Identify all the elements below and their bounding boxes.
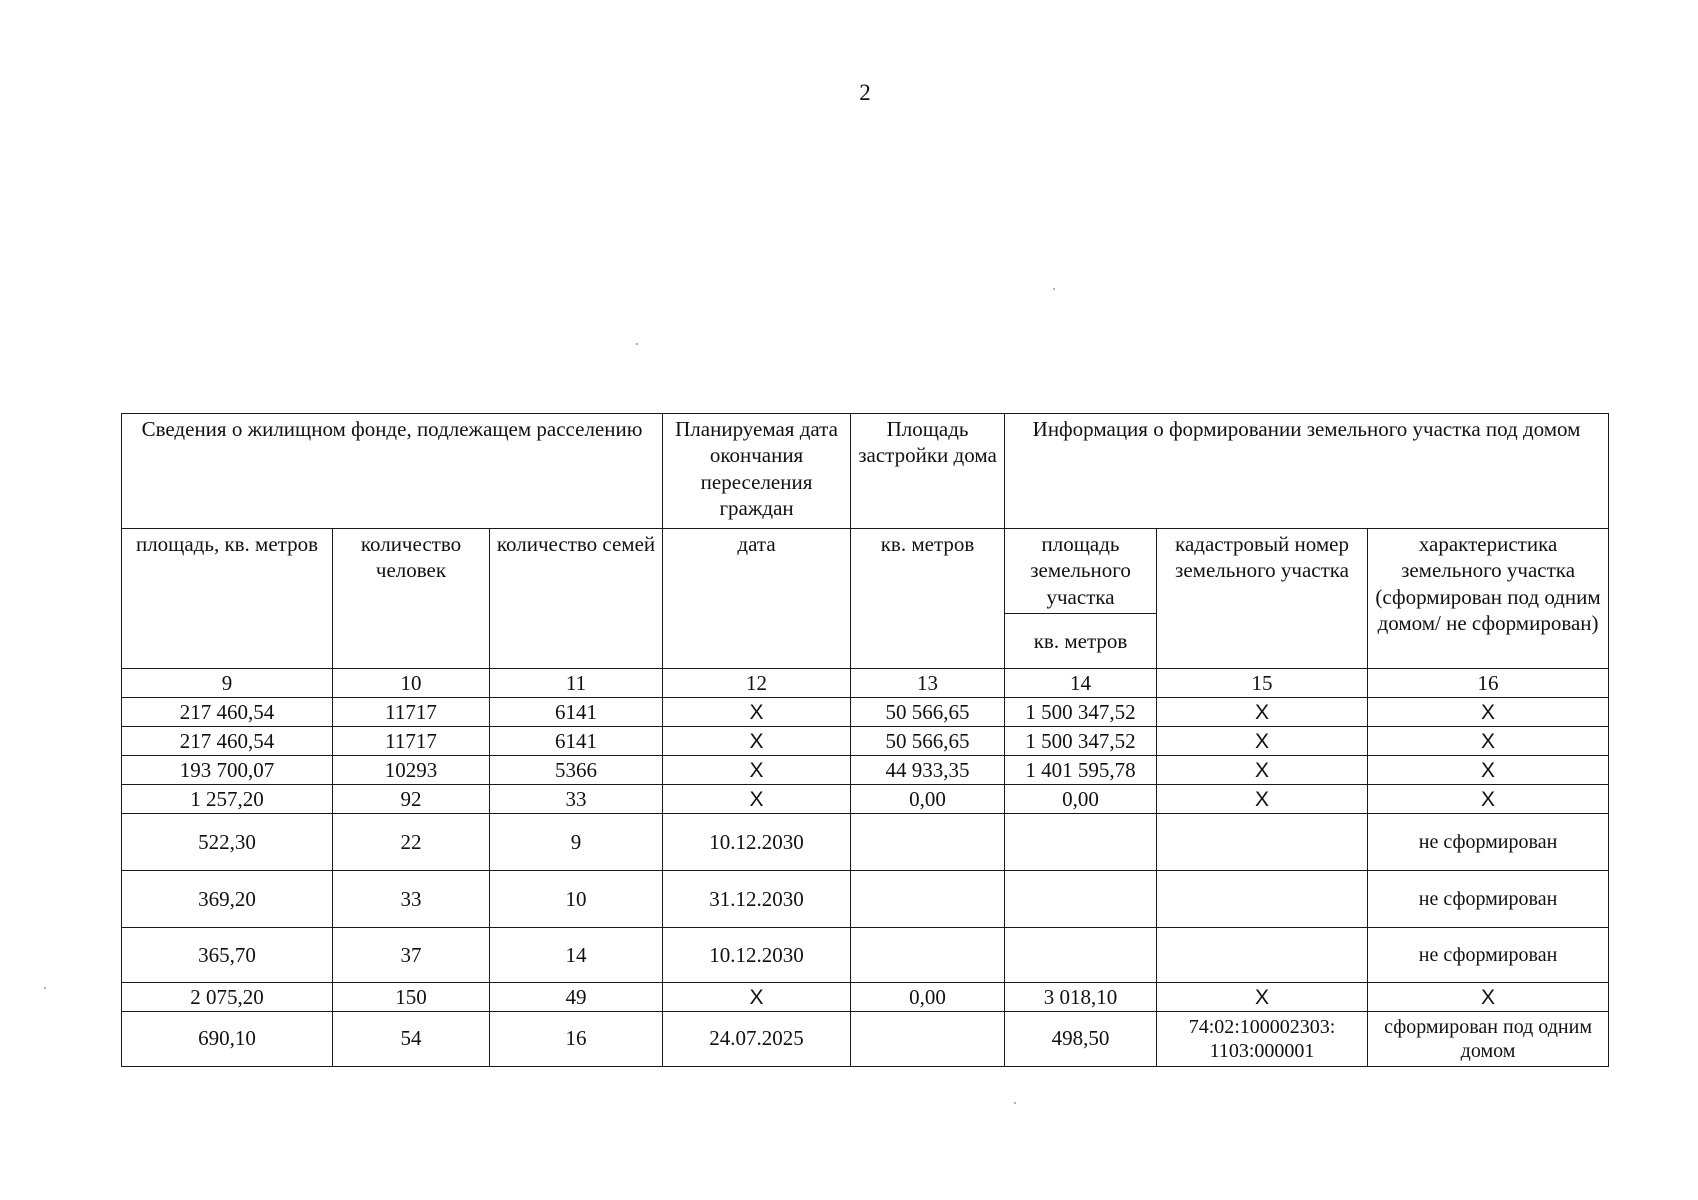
cell-land-characteristic: X [1368,785,1609,814]
cell-date: 10.12.2030 [663,928,851,983]
cell-area: 193 700,07 [122,756,333,785]
column-number: 12 [663,669,851,698]
cell-families: 6141 [490,727,663,756]
cell-families: 14 [490,928,663,983]
cell-land-area [1005,928,1157,983]
header-area-sqm: площадь, кв. метров [122,529,333,669]
table-row [122,727,1609,756]
cell-date: X [663,983,851,1012]
cell-cadastral [1157,814,1368,871]
header-planned-date: Планируемая дата окончания переселения граждан [663,414,851,529]
cell-land-area: 0,00 [1005,785,1157,814]
cell-building-area: 44 933,35 [851,756,1005,785]
header-row-1 [122,414,1609,529]
scan-speck [44,987,46,989]
column-number: 13 [851,669,1005,698]
table-row [122,814,1609,871]
header-land-characteristic: характеристика земельного участка (сформирован под одним домом/ не сформирован) [1368,529,1609,669]
header-land-area: площадь земельного участка [1005,529,1157,614]
cell-cadastral: X [1157,698,1368,727]
cell-land-characteristic: сформирован под одним домом [1368,1012,1609,1067]
header-sqm: кв. метров [851,529,1005,669]
cell-area: 217 460,54 [122,727,333,756]
cell-building-area: 0,00 [851,785,1005,814]
cell-people: 37 [333,928,490,983]
cell-area: 217 460,54 [122,698,333,727]
cell-area: 1 257,20 [122,785,333,814]
cell-land-area: 1 401 595,78 [1005,756,1157,785]
cell-area: 369,20 [122,871,333,928]
cell-building-area: 50 566,65 [851,698,1005,727]
table-row [122,785,1609,814]
table-row [122,983,1609,1012]
column-number: 11 [490,669,663,698]
header-family-count: количество семей [490,529,663,669]
cell-people: 150 [333,983,490,1012]
scan-speck [1053,288,1055,290]
column-number: 15 [1157,669,1368,698]
cell-families: 6141 [490,698,663,727]
cell-cadastral: X [1157,785,1368,814]
resettlement-table [121,413,1609,1067]
cell-cadastral [1157,871,1368,928]
cell-cadastral [1157,928,1368,983]
cell-cadastral: 74:02:100002303: 1103:000001 [1157,1012,1368,1067]
cell-people: 10293 [333,756,490,785]
cell-building-area [851,928,1005,983]
column-number: 9 [122,669,333,698]
cell-families: 16 [490,1012,663,1067]
cell-date: 10.12.2030 [663,814,851,871]
header-land-info: Информация о формировании земельного участка под домом [1005,414,1609,529]
cell-date: X [663,698,851,727]
cell-building-area: 0,00 [851,983,1005,1012]
cell-building-area: 50 566,65 [851,727,1005,756]
cell-people: 11717 [333,698,490,727]
cell-people: 54 [333,1012,490,1067]
cell-area: 365,70 [122,928,333,983]
header-row-2 [122,529,1609,614]
cell-land-area [1005,814,1157,871]
scan-speck [1014,1102,1016,1104]
header-people-count: количество человек [333,529,490,669]
column-number: 14 [1005,669,1157,698]
cell-families: 9 [490,814,663,871]
cell-area: 2 075,20 [122,983,333,1012]
cell-families: 5366 [490,756,663,785]
cell-people: 22 [333,814,490,871]
cell-date: X [663,727,851,756]
cell-land-area: 1 500 347,52 [1005,698,1157,727]
header-land-sqm: кв. метров [1005,614,1157,669]
cell-land-characteristic: не сформирован [1368,871,1609,928]
header-building-area: Площадь застройки дома [851,414,1005,529]
cell-cadastral: X [1157,983,1368,1012]
scan-speck [636,343,638,345]
cell-land-characteristic: не сформирован [1368,928,1609,983]
cell-people: 92 [333,785,490,814]
table-row [122,871,1609,928]
table-row [122,756,1609,785]
page-number: 2 [859,80,871,105]
cell-people: 11717 [333,727,490,756]
cell-building-area [851,871,1005,928]
column-number: 16 [1368,669,1609,698]
table-row [122,698,1609,727]
cell-families: 33 [490,785,663,814]
cell-land-area: 1 500 347,52 [1005,727,1157,756]
header-date: дата [663,529,851,669]
cell-cadastral: X [1157,756,1368,785]
cell-area: 690,10 [122,1012,333,1067]
cell-land-characteristic: не сформирован [1368,814,1609,871]
column-number: 10 [333,669,490,698]
table-row [122,1012,1609,1067]
cell-land-area: 498,50 [1005,1012,1157,1067]
cell-date: X [663,756,851,785]
cell-area: 522,30 [122,814,333,871]
cell-building-area [851,814,1005,871]
column-number-row [122,669,1609,698]
cell-date: X [663,785,851,814]
cell-date: 31.12.2030 [663,871,851,928]
header-housing-info: Сведения о жилищном фонде, подлежащем расселению [122,414,663,529]
cell-land-area [1005,871,1157,928]
cell-building-area [851,1012,1005,1067]
table-row [122,928,1609,983]
cell-cadastral: X [1157,727,1368,756]
cell-people: 33 [333,871,490,928]
cell-date: 24.07.2025 [663,1012,851,1067]
cell-families: 10 [490,871,663,928]
header-cadastral: кадастровый номер земельного участка [1157,529,1368,669]
cell-land-characteristic: X [1368,756,1609,785]
cell-land-characteristic: X [1368,698,1609,727]
cell-land-characteristic: X [1368,983,1609,1012]
cell-land-characteristic: X [1368,727,1609,756]
cell-land-area: 3 018,10 [1005,983,1157,1012]
cell-families: 49 [490,983,663,1012]
